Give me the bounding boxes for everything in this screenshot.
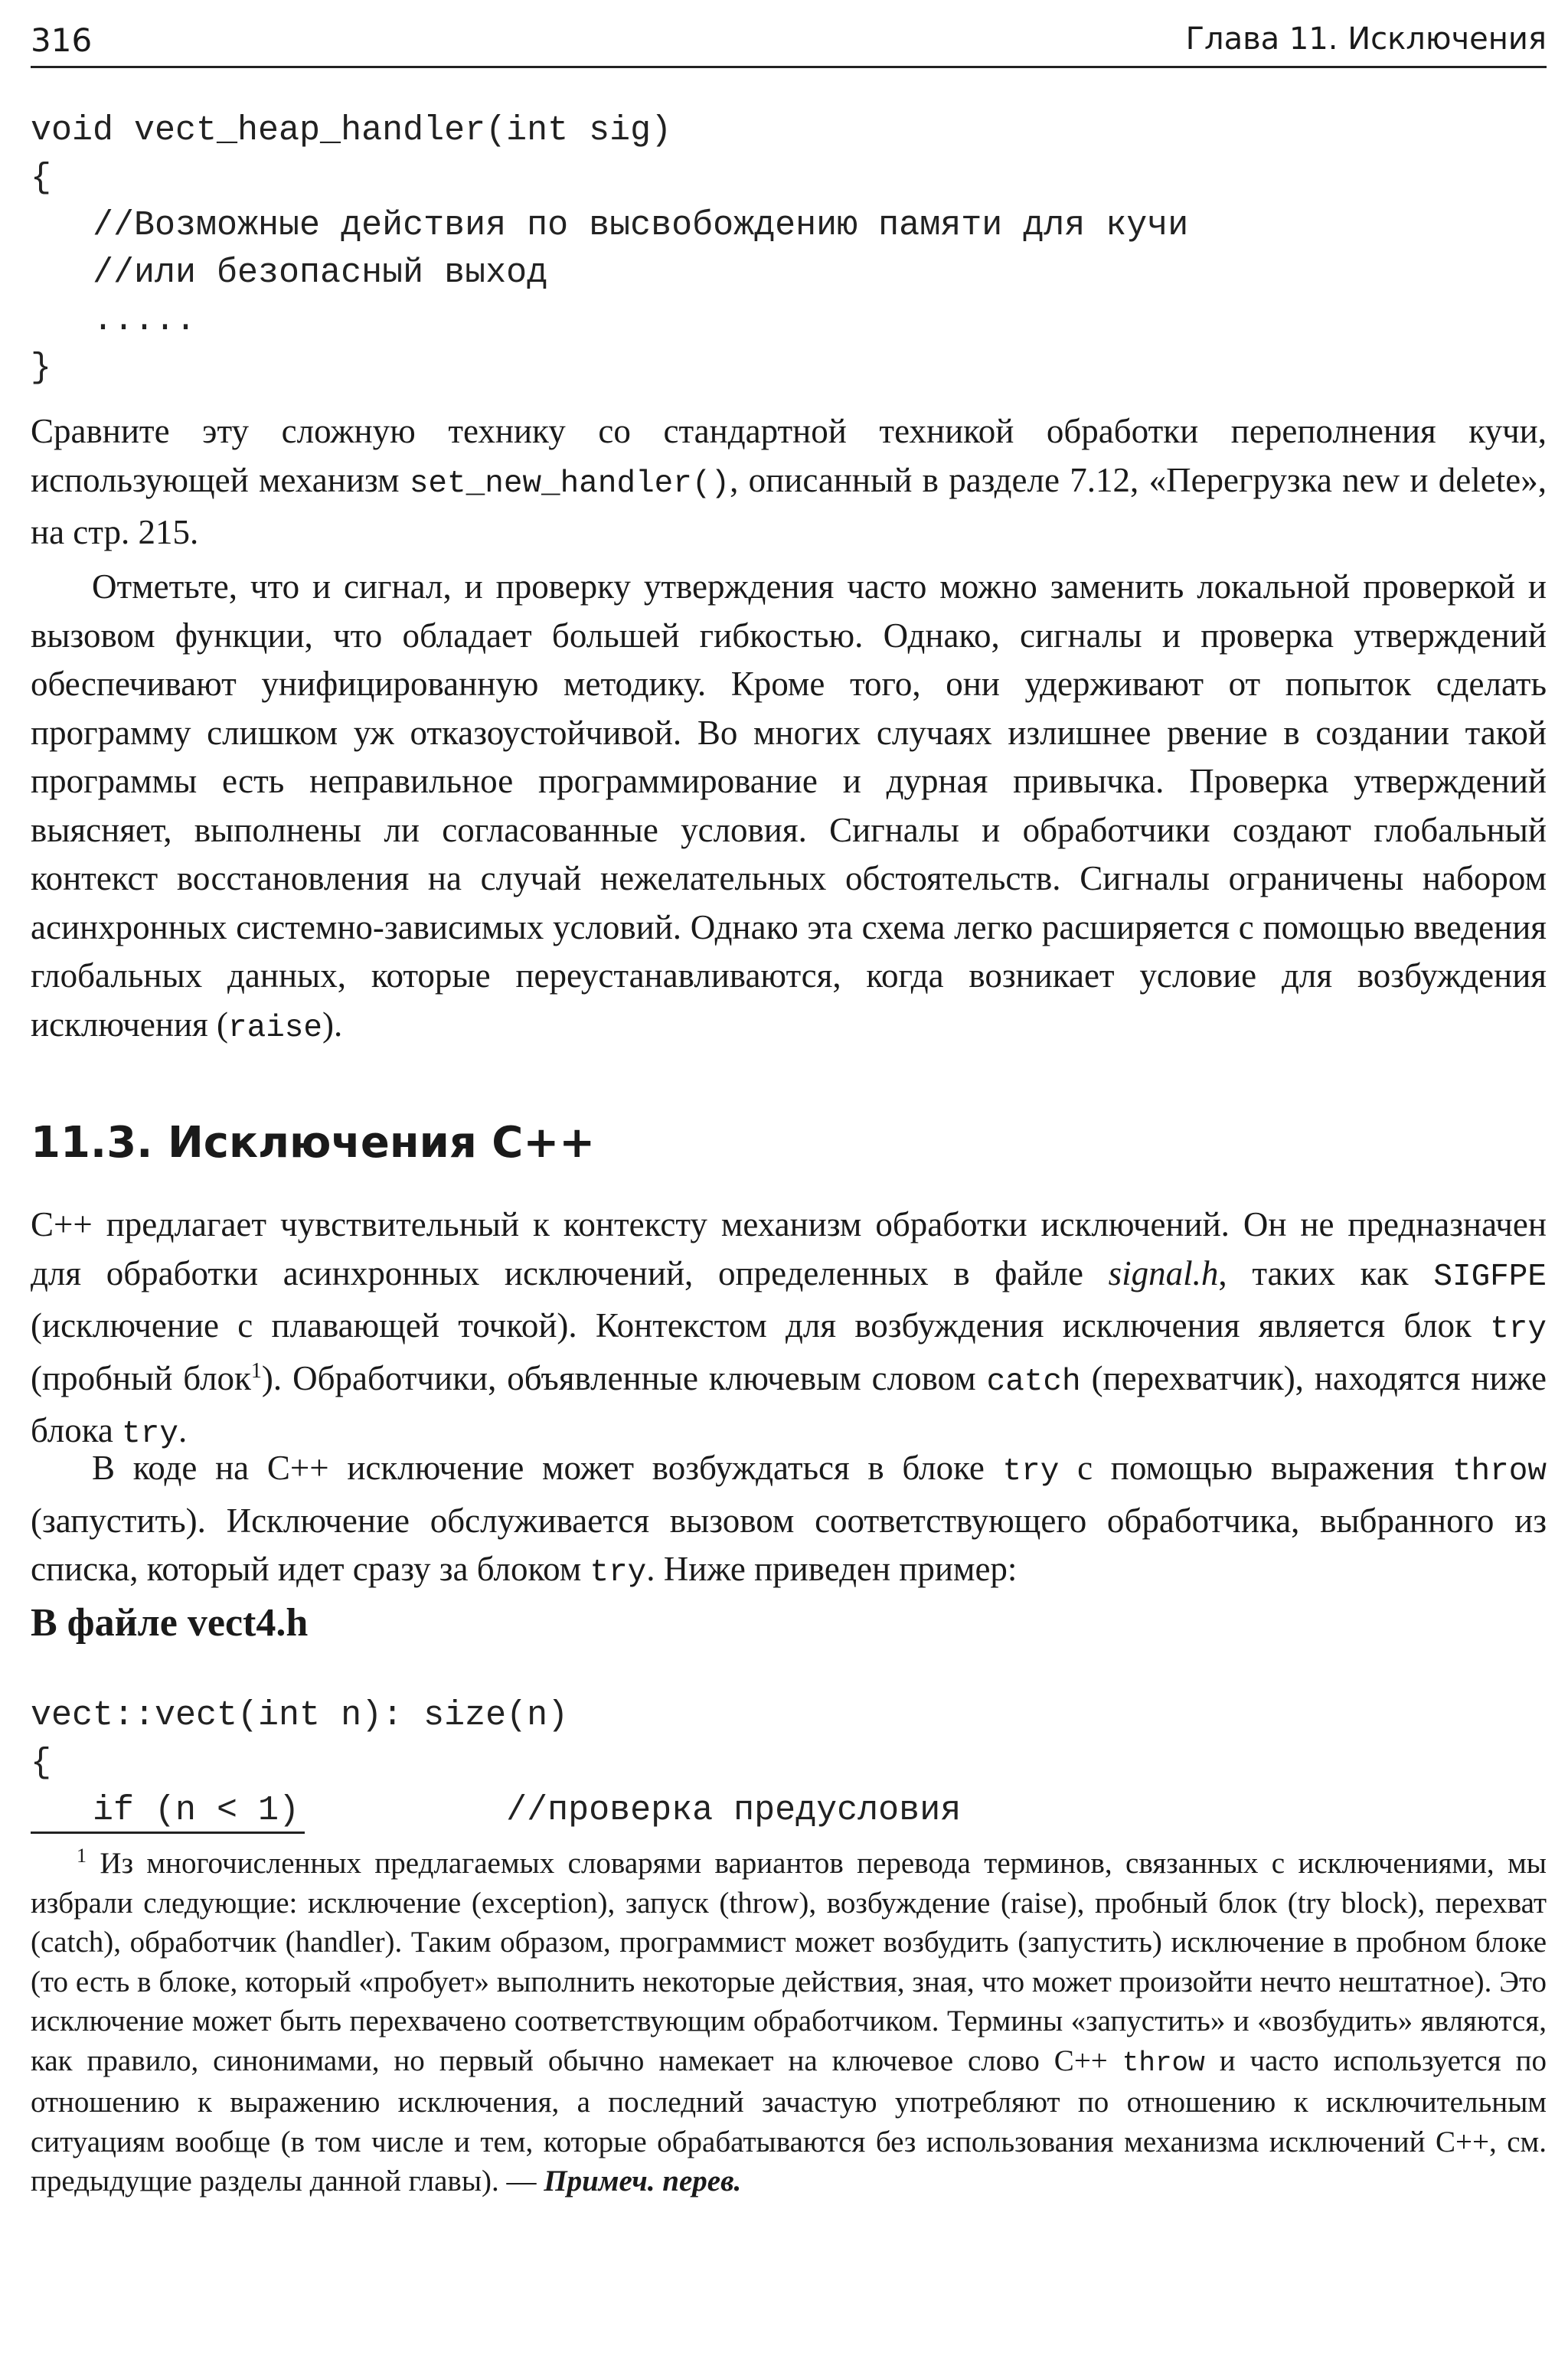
text-span: ). Обработчики, объявленные ключевым словом (261, 1358, 987, 1397)
text-span: (исключение с плавающей точкой). Контекстом для возбуждения исключения является блок (31, 1306, 1491, 1345)
code-block-handler: void vect_heap_handler(int sig) { //Возможные действия по высвобождению памяти для кучи //или безопасный выход ..... } (31, 111, 1189, 387)
page-header (31, 17, 1547, 66)
text-span: , таких как (1218, 1253, 1434, 1292)
footnote (31, 1844, 1547, 2201)
inline-code: throw (1452, 1454, 1547, 1489)
paragraph-throw-example (31, 1444, 1547, 1598)
inline-code: SIGFPE (1433, 1259, 1547, 1295)
text-span: Отметьте, что и сигнал, и проверку утверждения часто можно заменить локальной проверкой и вызовом функции, что обладает большей гибкостью. Однако, сигналы и проверка утверждений обеспечивают унифицированную методику. Кроме того, они удерживают от попыток сделать программу слишком уж отказоустойчивой. Во многих случаях излишнее рвение в создании такой программы есть неправильное программирование и дурная привычка. Проверка утверждений выясняет, выполнены ли согласованные условия. Сигналы и обработчики создают глобальный контекст восстановления на случай нежелательных обстоятельств. Сигналы ограничены набором асинхронных системно-зависимых условий. Однако эта схема легко расширяется с помощью введения глобальных данных, которые переустанавливаются, когда возникает условие для возбуждения исключения ( (31, 567, 1547, 1044)
footnote-rule (31, 1832, 305, 1834)
inline-code: try (122, 1417, 178, 1452)
text-span: с помощью выражения (1059, 1449, 1452, 1487)
paragraph-heap-comparison (31, 407, 1547, 557)
text-span: , описанный в разделе 7.12, «Перегрузка new и delete», на стр. 215. (31, 460, 1547, 551)
text-span: ). (322, 1005, 343, 1044)
running-title: Глава 11. Исключения (1185, 21, 1547, 57)
text-span: и часто используется по отношению к выражению исключения, а последний зачастую употребляют по отношению к исключительным ситуациям вообще (в том числе и тем, которые обрабатываются без использования механизма исключений С++, см. предыдущие разделы данной главы). — (31, 2044, 1547, 2198)
footnote-marker: 1 (77, 1845, 87, 1867)
file-name: signal.h (1108, 1253, 1219, 1292)
text-span: С++ предлагает чувствительный к контексту механизм обработки исключений. Он не предназначен для обработки асинхронных исключений, определенных в файле (31, 1205, 1547, 1292)
page-number: 316 (31, 21, 93, 59)
inline-code: try (1490, 1312, 1547, 1347)
inline-code: try (590, 1555, 647, 1590)
text-span: Из многочисленных предлагаемых словарями вариантов перевода терминов, связанных с исключениями, мы избрали следующие: исключение (exception), запуск (throw), возбуждение (raise), пробный блок (try block), перехват (catch), обработчик (handler). Таким образом, программист может возбудить (запустить) исключение в пробном блоке (то есть в блоке, который «пробует» выполнить некоторые действия, зная, что может произойти нечто нештатное). Это исключение может быть перехвачено соответствующим обработчиком. Термины «запустить» и «возбудить» являются, как правило, синонимами, но первый обычно намекает на ключевое слово С++ (31, 1847, 1547, 2077)
text-span: . Ниже приведен пример: (646, 1550, 1018, 1588)
section-heading: 11.3. Исключения С++ (31, 1118, 596, 1168)
paragraph-cpp-exceptions (31, 1201, 1547, 1459)
inline-code: try (1002, 1454, 1060, 1489)
translator-note: Примеч. перев. (544, 2165, 742, 2198)
file-heading: В файле vect4.h (31, 1601, 309, 1645)
text-span: (перехватчик), находятся ниже блока (31, 1358, 1547, 1449)
code-block-vect-constructor: vect::vect(int n): size(n) { if (n < 1) //проверка предусловия (31, 1696, 962, 1830)
header-rule (31, 66, 1547, 68)
text-span: В коде на С++ исключение может возбуждаться в блоке (92, 1449, 1003, 1487)
text-span: Сравните эту сложную технику со стандартной техникой обработки переполнения кучи, использующей механизм (31, 412, 1547, 499)
inline-code: catch (986, 1364, 1081, 1400)
inline-code: set_new_handler() (409, 466, 730, 502)
inline-code: raise (227, 1010, 323, 1046)
text-span: (запустить). Исключение обслуживается вызовом соответствующего обработчика, выбранного из списка, который идет сразу за блоком (31, 1501, 1547, 1588)
text-span: . (178, 1411, 188, 1449)
paragraph-signals-assertions (31, 563, 1547, 1053)
inline-code: throw (1122, 2047, 1205, 2079)
footnote-reference: 1 (250, 1358, 262, 1383)
text-span: (пробный блок (31, 1358, 251, 1397)
